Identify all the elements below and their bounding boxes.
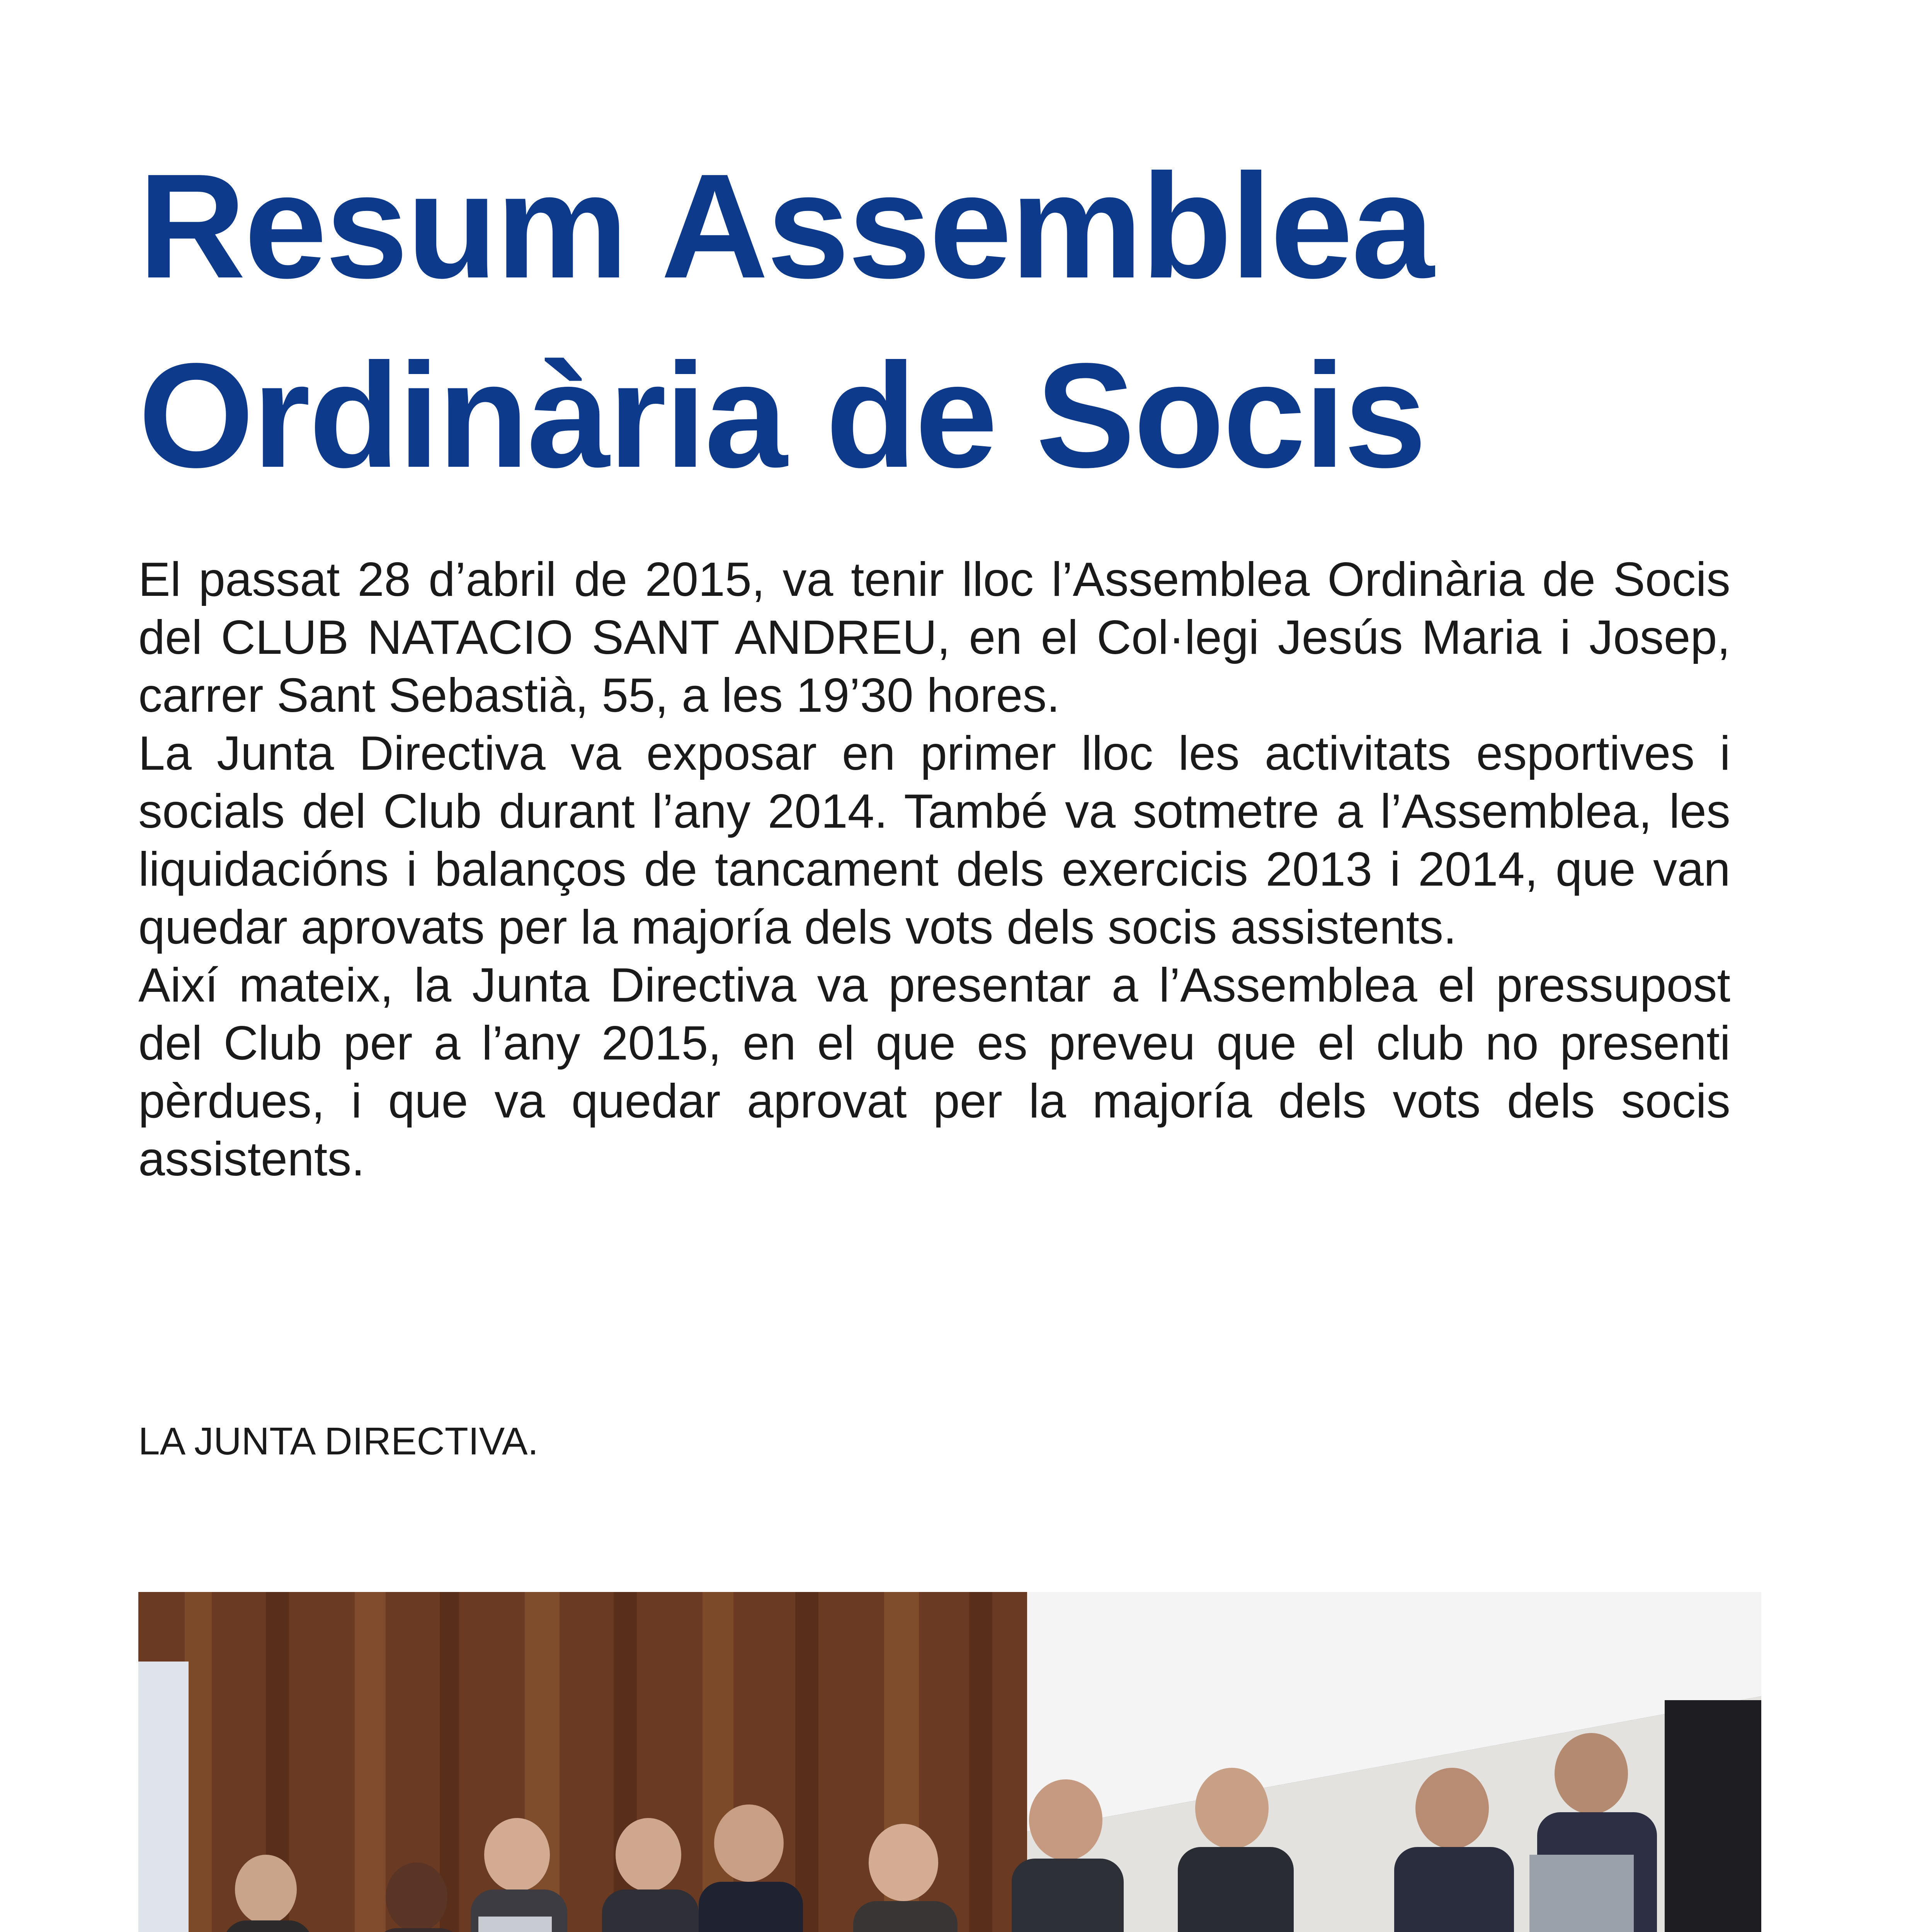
title-line-1: Resum Assemblea [138,143,1433,309]
page-title [138,131,1800,510]
title-line-2: Ordinària de Socis [138,332,1425,498]
paragraph-3: Així mateix, la Junta Directiva va presentar a l’Assemblea el pressupost del Club per a l’any 2015, en el que es preveu que el club no presenti pèrdues, i que va quedar aprovat per la majoría dels vots dels socis assistents. [138,959,1730,1186]
paragraph-1: El passat 28 d’abril de 2015, va tenir lloc l’Assemblea Ordinària de Socis del CLUB NATACIO SANT ANDREU, en el Col·legi Jesús Maria i Josep, carrer Sant Sebastià, 55, a les 19’30 hores. [138,553,1730,722]
paragraph-2: La Junta Directiva va exposar en primer lloc les activitats esportives i socials del Club durant l’any 2014. També va sotmetre a l’Assemblea, les liquidacións i balanços de tancament dels exercicis 2013 i 2014, que van quedar aprovats per la majoría dels vots dels socis assistents. [138,727,1730,954]
signature: LA JUNTA DIRECTIVA. [138,1420,539,1463]
assembly-photo [138,1592,1761,1932]
assembly-photo-illustration [138,1592,1761,1932]
article-body [138,551,1730,1188]
